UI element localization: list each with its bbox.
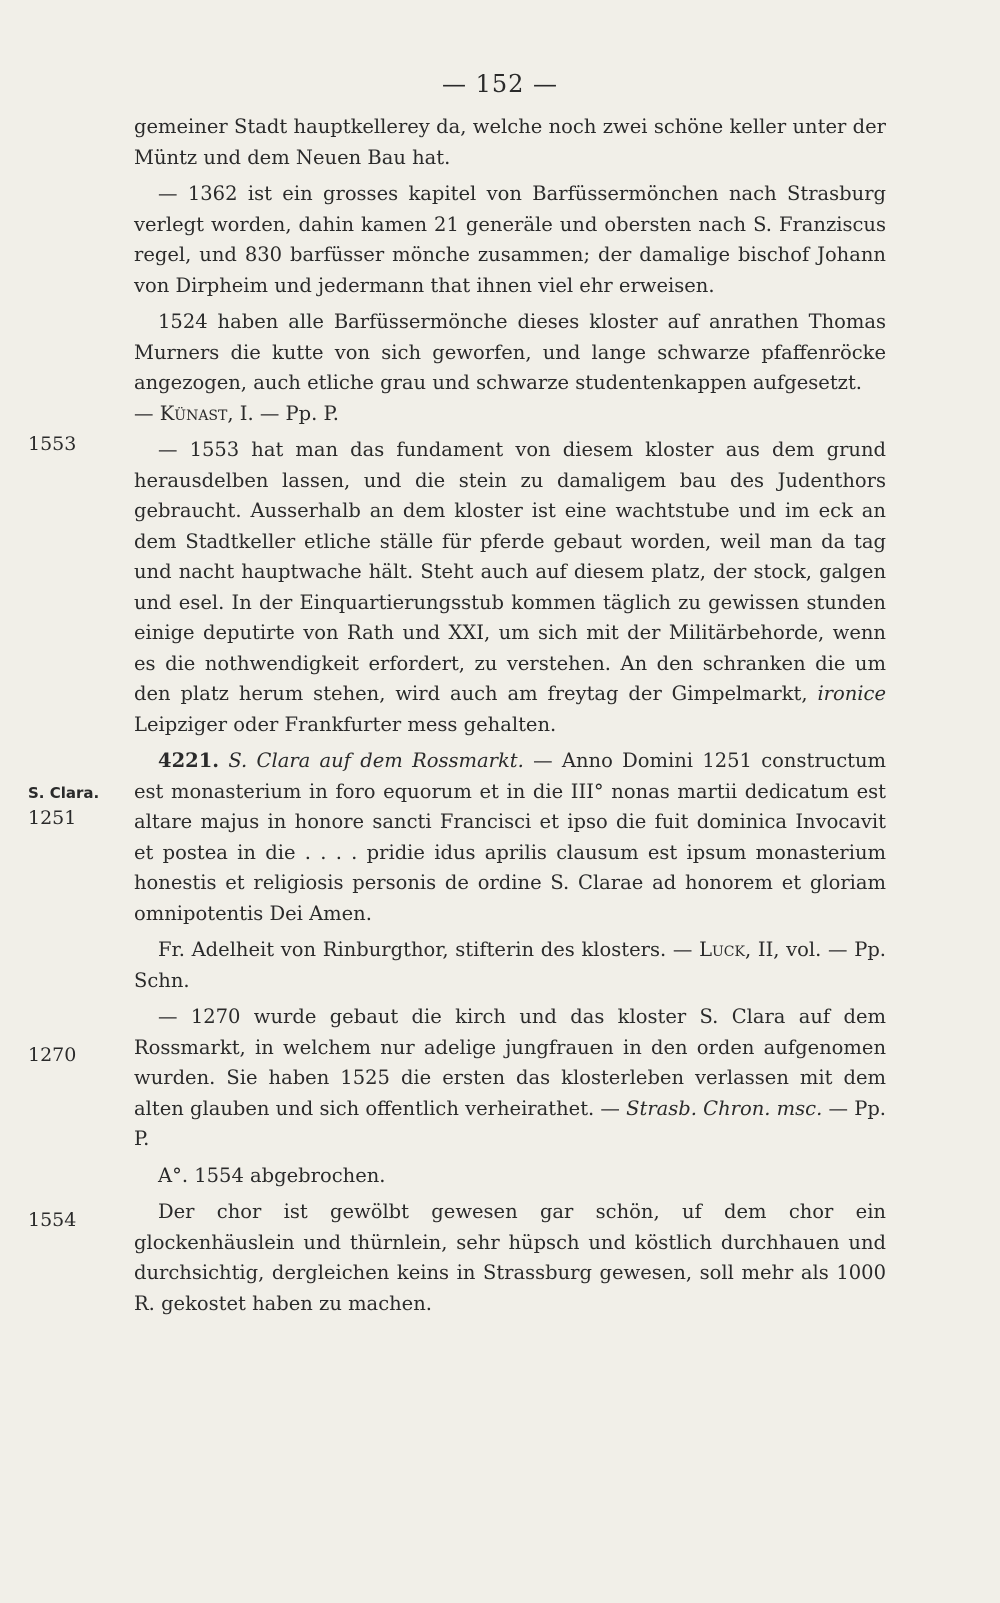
entry-title: S. Clara auf dem Rossmarkt. [228, 749, 524, 772]
citation: Fr. Adelheit von Rinburgthor, stifterin des klosters. — Luck, II, vol. — Pp. Schn. [134, 938, 887, 992]
paragraph: 1524 haben alle Barfüssermönche dieses kloster auf anrathen Thomas Murners die kutte von sich geworfen, und lange schwarze pfaffenröcke angezogen, auch etliche grau und schwarze studentenkappen aufgesetzt. [134, 310, 886, 394]
paragraph: — 1553 hat man das fundament von diesem kloster aus dem grund herausdelben lassen, und die stein zu damaligem bau des Judenthors gebraucht. Ausserhalb an dem kloster ist eine wachtstube und im eck an dem Stadtkeller etliche ställe für pferde gebaut worden, weil man da tag und nacht hauptwache hält. Steht auch auf diesem platz, der stock, galgen und esel. In der Einquartierungsstub kommen täglich zu gewissen stunden einige deputirte von Rath und XXI, um sich mit der Militärbehorde, wenn es die nothwendigkeit erfordert, zu verstehen. An den schranken die um den platz herum stehen, wird auch am freytag der Gimpelmarkt, ironice Leipziger oder Frankfurter mess gehalten. [134, 438, 886, 736]
source-title: Strasb. Chron. msc. [626, 1096, 823, 1120]
paragraph: — 1362 ist ein grosses kapitel von Barfüssermönchen nach Strasburg verlegt worden, dahin kamen 21 generäle und obersten nach S. Franziscus regel, und 830 barfüsser mönche zusammen; der damalige bischof Johann von Dirpheim und jedermann that ihnen viel ehr erweisen. [134, 182, 886, 297]
margin-note-1251: 1251 [28, 807, 77, 829]
paragraph: A°. 1554 abgebrochen. [158, 1163, 386, 1187]
paragraph: gemeiner Stadt hauptkellerey da, welche noch zwei schöne keller unter der Müntz und dem Neuen Bau hat. [134, 115, 886, 169]
entry-number: 4221. [158, 749, 220, 772]
citation-author: Luck [699, 938, 745, 961]
citation-author: Künast [159, 401, 228, 425]
paragraph: — 1270 wurde gebaut die kirch und das kloster S. Clara auf dem Rossmarkt, in welchem nur adelige jungfrauen in den orden aufgenomen wurden. Sie haben 1525 die ersten das klosterleben verlassen mit dem alten glauben und sich offentlich verheirathet. — Strasb. Chron. msc. — Pp. P. [134, 1005, 887, 1150]
margin-note-1270: 1270 [28, 1044, 77, 1066]
citation: — Künast, I. — Pp. P. [134, 401, 339, 425]
margin-note-1553: 1553 [28, 433, 77, 455]
body-text [134, 112, 886, 1319]
paragraph: Der chor ist gewölbt gewesen gar schön, uf dem chor ein glockenhäuslein und thürnlein, sehr hüpsch und köstlich durchhauen und durchsichtig, dergleichen keins in Strassburg gewesen, soll mehr als 1000 R. gekostet haben zu machen. [134, 1200, 886, 1315]
entry-4221: 4221. S. Clara auf dem Rossmarkt. — Anno Domini 1251 constructum est monasterium in foro equorum et in die III° nonas martii dedicatum est altare majus in honore sancti Francisci et ipso die fuit dominica Invocavit et postea in die . . . . pridie idus aprilis clausum est ipsum monasterium honestis et religiosis personis de ordine S. Clarae ad honorem et gloriam omnipotentis Dei Amen. [134, 749, 887, 925]
margin-note-1554: 1554 [28, 1209, 77, 1231]
margin-note-s-clara: S. Clara. [28, 784, 100, 802]
page-number: — 152 — [441, 70, 559, 98]
italic-word: ironice [817, 682, 886, 705]
